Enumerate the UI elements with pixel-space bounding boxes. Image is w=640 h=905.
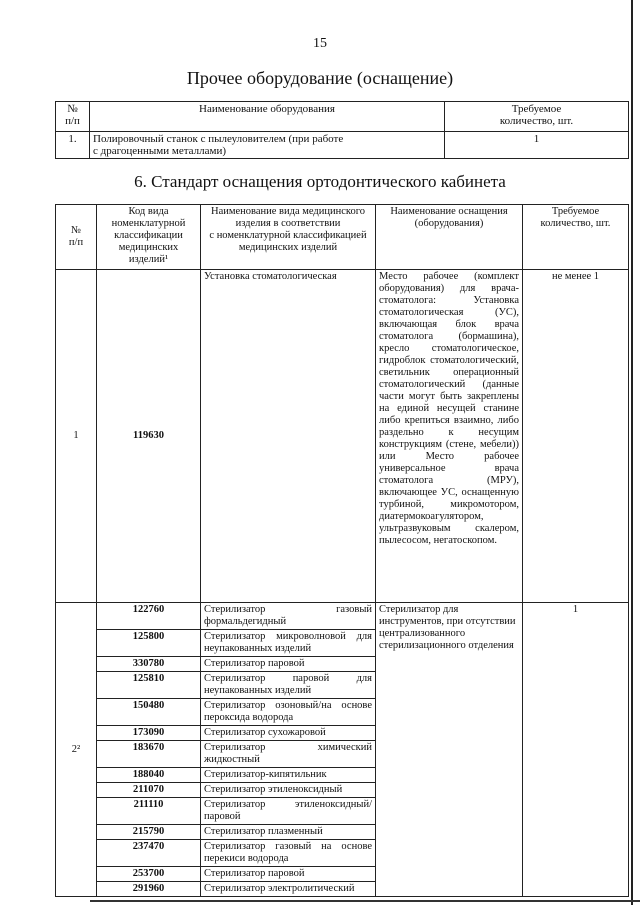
cell-code: 125800: [97, 630, 201, 657]
page-edge-right: [631, 0, 633, 905]
cell-device-name: Стерилизатор электролитический: [201, 882, 376, 897]
cell-device-name: Стерилизатор химический жидкостный: [201, 741, 376, 768]
cell-code: 150480: [97, 699, 201, 726]
cell-device-name: Стерилизатор озоновый/на основе пероксида водорода: [201, 699, 376, 726]
cell-device-name: Установка стоматологическая: [201, 270, 376, 603]
table-header-row: [56, 102, 629, 132]
cell-code: 330780: [97, 657, 201, 672]
page-number: 15: [313, 36, 327, 51]
cell-equipment: Место рабочее (комплект оборудования) для врача-стоматолога: Установка стоматологическая (УС), включающая блок врача стоматолога (бормашина), кресло стоматологическое, гидроблок стоматологический, светильник операционный стоматологический (данные части могут быть закреплены на единой несущей станине либо крепиться взаимно, либо раздельно к несущим конструкциям (стене, мебели)) или Место рабочее универсальное врача стоматолога (МРУ), включающее УС, оснащенную турбиной, микромотором, диатермокоагулятором, ультразвуковым скалером, пылесосом, негатоскопом.: [376, 270, 523, 603]
section-title-orthodontic: 6. Стандарт оснащения ортодонтического кабинета: [134, 172, 506, 191]
cell-device-name: Стерилизатор газовый формальдегидный: [201, 603, 376, 630]
header-num: № п/п: [56, 102, 90, 132]
cell-num: 1: [56, 270, 97, 603]
cell-qty: не менее 1: [523, 270, 629, 603]
other-equipment-table: [55, 101, 629, 159]
cell-code: 237470: [97, 840, 201, 867]
cell-device-name: Стерилизатор паровой для неупакованных изделий: [201, 672, 376, 699]
page-edge-bottom: [90, 900, 640, 902]
header-qty: Требуемое количество, шт.: [523, 205, 629, 270]
sterilizer-rows: [56, 603, 629, 897]
cell-num: 1.: [56, 132, 90, 159]
cell-equipment: Стерилизатор для инструментов, при отсутствии централизованного стерилизационного отделения: [376, 603, 523, 897]
header-code: Код вида номенклатурной классификации медицинских изделий¹: [97, 205, 201, 270]
header-device-name: Наименование вида медицинского изделия в соответствии с номенклатурной классификацией медицинских изделий: [201, 205, 376, 270]
cell-device-name: Стерилизатор паровой: [201, 867, 376, 882]
table-row-sterilizer: [56, 603, 629, 630]
table-row-dental-unit: [56, 270, 629, 603]
header-num: № п/п: [56, 205, 97, 270]
table-row: [56, 132, 629, 159]
cell-device-name: Стерилизатор газовый на основе перекиси водорода: [201, 840, 376, 867]
header-equipment: Наименование оснащения (оборудования): [376, 205, 523, 270]
header-qty: Требуемое количество, шт.: [445, 102, 629, 132]
cell-code: 211070: [97, 783, 201, 798]
orthodontic-equipment-table: [55, 204, 629, 897]
cell-device-name: Стерилизатор сухожаровой: [201, 726, 376, 741]
cell-code: 211110: [97, 798, 201, 825]
cell-code: 188040: [97, 768, 201, 783]
cell-code: 253700: [97, 867, 201, 882]
header-name: Наименование оборудования: [90, 102, 445, 132]
cell-device-name: Стерилизатор плазменный: [201, 825, 376, 840]
cell-device-name: Стерилизатор паровой: [201, 657, 376, 672]
cell-code: 125810: [97, 672, 201, 699]
cell-device-name: Стерилизатор этиленоксидный: [201, 783, 376, 798]
cell-qty: 1: [445, 132, 629, 159]
cell-code: 215790: [97, 825, 201, 840]
section-title-other-equipment: Прочее оборудование (оснащение): [186, 68, 454, 88]
cell-code: 119630: [97, 270, 201, 603]
table-header-row: [56, 205, 629, 270]
cell-num: 2²: [56, 603, 97, 897]
cell-code: 122760: [97, 603, 201, 630]
cell-code: 291960: [97, 882, 201, 897]
cell-device-name: Стерилизатор микроволновой для неупакованных изделий: [201, 630, 376, 657]
cell-qty: 1: [523, 603, 629, 897]
cell-code: 173090: [97, 726, 201, 741]
cell-name: Полировочный станок с пылеуловителем (при работе с драгоценными металлами): [90, 132, 445, 159]
cell-device-name: Стерилизатор этиленоксидный/паровой: [201, 798, 376, 825]
cell-code: 183670: [97, 741, 201, 768]
cell-device-name: Стерилизатор-кипятильник: [201, 768, 376, 783]
